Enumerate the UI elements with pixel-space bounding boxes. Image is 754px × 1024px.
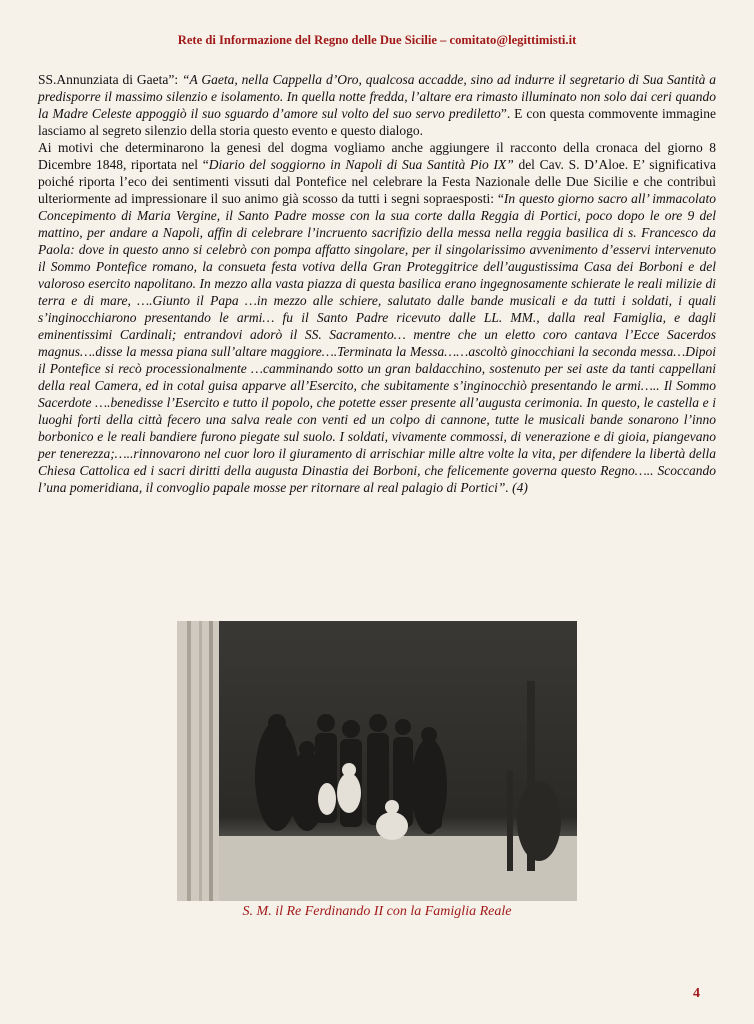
- text-span: SS.Annunziata di Gaeta”:: [38, 72, 183, 87]
- body-text: [38, 71, 716, 496]
- text-span: ”. E con questa commovente immagine lasciamo al segreto silenzio della storia questo evento e questo dialogo.: [38, 106, 717, 138]
- paragraph-1: [38, 71, 716, 139]
- text-span: del Cav. S. D’Aloe. E’ significativa poiché riporta l’eco dei sentimenti vissuti dal Pontefice nel celebrare la Festa Nazionale delle Due Sicilie e che contribuì ulteriormente ad impressionare il suo animo già scosso da tutti i segni sopraesposti: “: [38, 157, 717, 206]
- text-span: Ai motivi che determinarono la genesi del dogma vogliamo anche aggiungere il racconto della cronaca del giorno 8 Dicembre 1848, riportata nel “: [38, 140, 716, 172]
- photo-caption: S. M. il Re Ferdinando II con la Famiglia Reale: [242, 904, 512, 919]
- family-photo-icon: [177, 621, 577, 901]
- italic-span: “A Gaeta, nella Cappella d’Oro, qualcosa accadde, sino ad indurre il segretario di Sua Santità a predisporre il massimo silenzio e isolamento. In quella notte fredda, l’altare era rimasto illuminato non solo dai ceri quando la Madre Celeste appoggiò il suo sguardo d’amore sul volto del suo servo prediletto: [38, 72, 716, 121]
- royal-family-photo: [177, 621, 577, 901]
- italic-span: Diario del soggiorno in Napoli di Sua Santità Pio IX”: [208, 157, 514, 172]
- paragraph-2: [38, 139, 716, 496]
- italic-span: In questo giorno sacro all’ immacolato Concepimento di Maria Vergine, il Santo Padre mosse con la sua corte dalla Reggia di Portici, poco dopo le ore 9 del mattino, per andare a Napoli, affin di celebrare l’incruento sacrifizio della messa nella reggia basilica di s. Francesco da Paola: dove in questo anno si celebrò con pompa affatto singolare, per il singolarissimo avvenimento d’esservi intervenuto il Sommo Pontefice romano, la consueta festa votiva della Gran Proteggitrice dell’augustissima Casa dei Borboni e del valoroso esercito napolitano. In mezzo alla vasta piazza di questa basilica erano ingegnosamente schierate le reali milizie di terra e di mare, ….Giunto il Papa …in mezzo alle schiere, salutato dalle bande musicali e da tutti i soldati, i quali s’inginocchiarono presentando le armi… fu il Santo Padre ricevuto dalle LL. MM., dalla real Famiglia, e dagli eminentissimi Cardinali; entrandovi adorò il SS. Sacramento… mentre che un eletto coro cantava l’Ecce Sacerdos magnus….disse la messa piana sull’altare maggiore….Terminata la Messa……ascoltò ginocchiani la seconda messa…Dipoi il Pontefice si recò processionalmente …camminando sotto un gran baldacchino, sostenuto per sei aste da tanti cappellani della real Camera, ed in cotal guisa apparve all’Esercito, che subitamente s’inginocchiò presentando le armi….. Il Sommo Sacerdote ….benedisse l’Esercito e tutto il popolo, che potette esser presente all’augusta cerimonia. In questo, le castella e i luoghi forti della città fecero una salva reale con venti ed un colpo di cannone, tutte le musicali bande sonarono l’inno borbonico e le reali bandiere furono piegate sul suolo. I soldati, vivamente commossi, di venerazione e di gioia, piangevano per tenerezza;…..rinnovarono nel cuor loro il giuramento di arrischiar mille altre volte la vita, per difendere la libertà della Chiesa Cattolica ed i sacri diritti della augusta Dinastia dei Borboni, che felicemente governa questo Regno….. Scoccando l’una pomeridiana, il convoglio papale mosse per ritornare al real palagio di Portici”. (4): [38, 191, 716, 495]
- page-number: 4: [693, 986, 700, 1001]
- page-header: Rete di Informazione del Regno delle Due Sicilie – comitato@legittimisti.it: [177, 33, 577, 47]
